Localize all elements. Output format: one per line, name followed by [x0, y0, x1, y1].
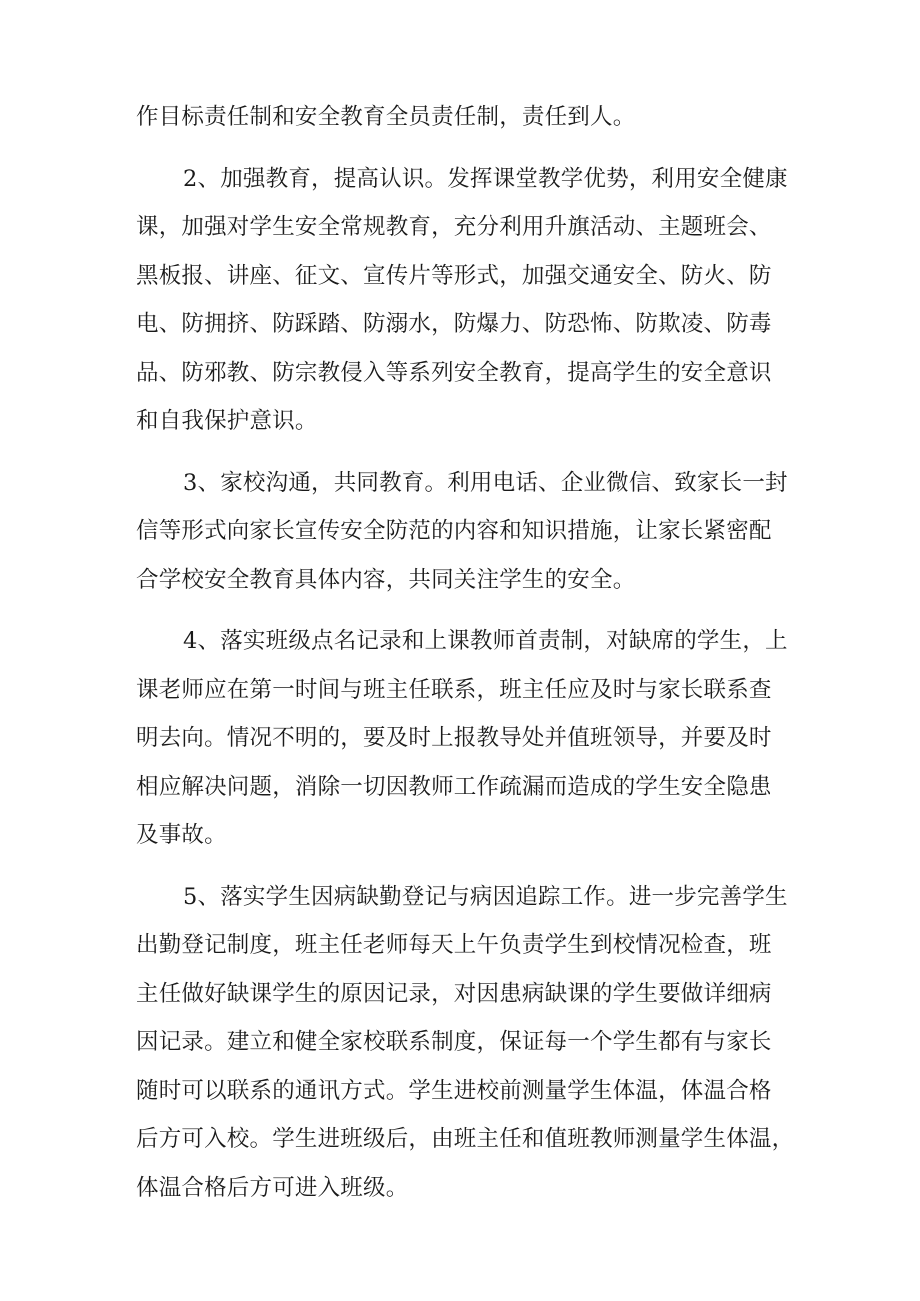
text-line: 相应解决问题，消除一切因教师工作疏漏而造成的学生安全隐患 — [136, 773, 772, 800]
text-line: 因记录。建立和健全家校联系制度，保证每一个学生都有与家长 — [136, 1029, 772, 1055]
paragraph-4-attendance — [136, 617, 801, 860]
text-line: 课，加强对学生安全常规教育，充分利用升旗活动、主题班会、 — [136, 214, 772, 240]
text-line: 2、加强教育，提高认识。发挥课堂教学优势，利用安全健康 — [183, 165, 788, 192]
text-line: 品、防邪教、防宗教侵入等系列安全教育，提高学生的安全意识 — [136, 359, 772, 386]
text-line: 合学校安全教育具体内容，共同关注学生的安全。 — [136, 566, 636, 593]
text-line: 随时可以联系的通讯方式。学生进校前测量学生体温，体温合格 — [136, 1077, 772, 1104]
text-line: 明去向。情况不明的，要及时上报教导处并值班领导，并要及时 — [136, 725, 772, 751]
text-line: 3、家校沟通，共同教育。利用电话、企业微信、致家长一封 — [183, 469, 788, 496]
text-line: 出勤登记制度，班主任老师每天上午负责学生到校情况检查，班 — [136, 932, 772, 958]
text-line: 课老师应在第一时间与班主任联系，班主任应及时与家长联系查 — [136, 676, 772, 703]
text-line: 体温合格后方可进入班级。 — [136, 1174, 409, 1201]
document-body — [136, 93, 801, 1212]
text-line: 和自我保护意识。 — [136, 408, 318, 434]
text-line: 电、防拥挤、防踩踏、防溺水，防爆力、防恐怖、防欺凌、防毒 — [136, 311, 772, 337]
text-line: 主任做好缺课学生的原因记录，对因患病缺课的学生要做详细病 — [136, 980, 772, 1007]
paragraph-2-education — [136, 155, 801, 446]
text-line: 信等形式向家长宣传安全防范的内容和知识措施，让家长紧密配 — [136, 518, 772, 544]
paragraph-5-sick-leave — [136, 873, 801, 1213]
paragraph-3-home-school — [136, 459, 801, 605]
text-line: 5、落实学生因病缺勤登记与病因追踪工作。进一步完善学生 — [183, 883, 788, 910]
text-line: 及事故。 — [136, 822, 227, 848]
text-line: 4、落实班级点名记录和上课教师首责制，对缺席的学生，上 — [183, 628, 788, 654]
text-line: 作目标责任制和安全教育全员责任制，责任到人。 — [136, 104, 636, 130]
text-line: 后方可入校。学生进班级后，由班主任和值班教师测量学生体温， — [136, 1126, 795, 1152]
text-line: 黑板报、讲座、征文、宣传片等形式，加强交通安全、防火、防 — [136, 262, 772, 289]
paragraph-continued — [136, 93, 801, 142]
